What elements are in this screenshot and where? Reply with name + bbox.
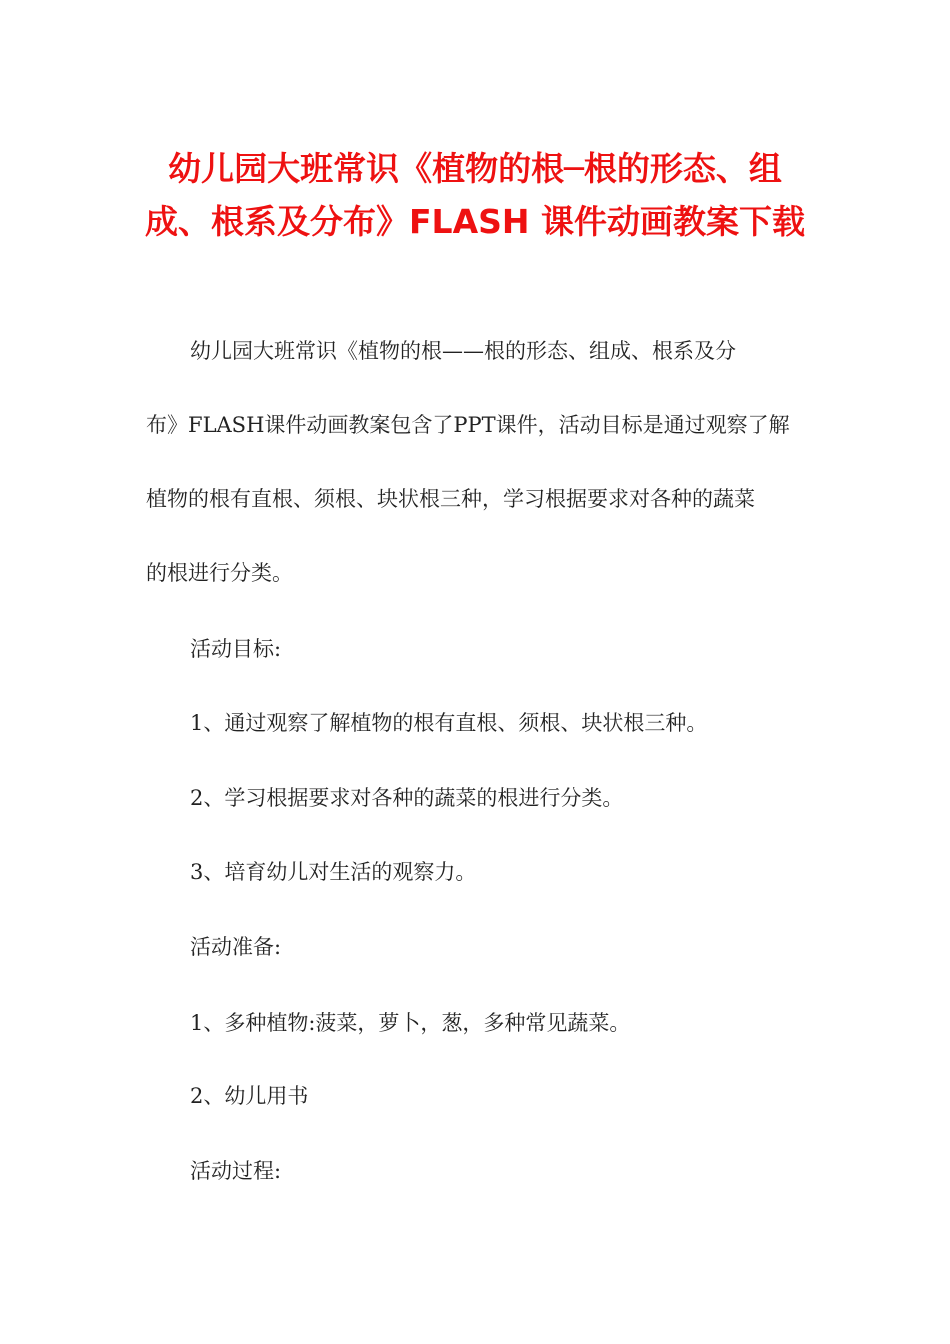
prep-item-1: 1、多种植物:菠菜，萝卜，葱，多种常见蔬菜。 [190, 1011, 631, 1035]
process-heading: 活动过程: [190, 1159, 282, 1183]
document-title-line-1: 幼儿园大班常识《植物的根─根的形态、组 [168, 149, 782, 188]
goal-item-2: 2、学习根据要求对各种的蔬菜的根进行分类。 [190, 786, 624, 810]
intro-line-2: 布》FLASH课件动画教案包含了PPT课件，活动目标是通过观察了解 [146, 413, 790, 437]
intro-line-3: 植物的根有直根、须根、块状根三种，学习根据要求对各种的蔬菜 [146, 487, 755, 511]
intro-line-4: 的根进行分类。 [146, 561, 293, 585]
prep-heading: 活动准备: [190, 935, 282, 959]
goals-heading: 活动目标: [190, 637, 282, 661]
document-title-line-2: 成、根系及分布》FLASH 课件动画教案下载 [145, 202, 805, 241]
intro-line-1: 幼儿园大班常识《植物的根——根的形态、组成、根系及分 [190, 339, 736, 363]
goal-item-3: 3、培育幼儿对生活的观察力。 [190, 860, 477, 884]
prep-item-2: 2、幼儿用书 [190, 1084, 309, 1108]
goal-item-1: 1、通过观察了解植物的根有直根、须根、块状根三种。 [190, 711, 708, 735]
